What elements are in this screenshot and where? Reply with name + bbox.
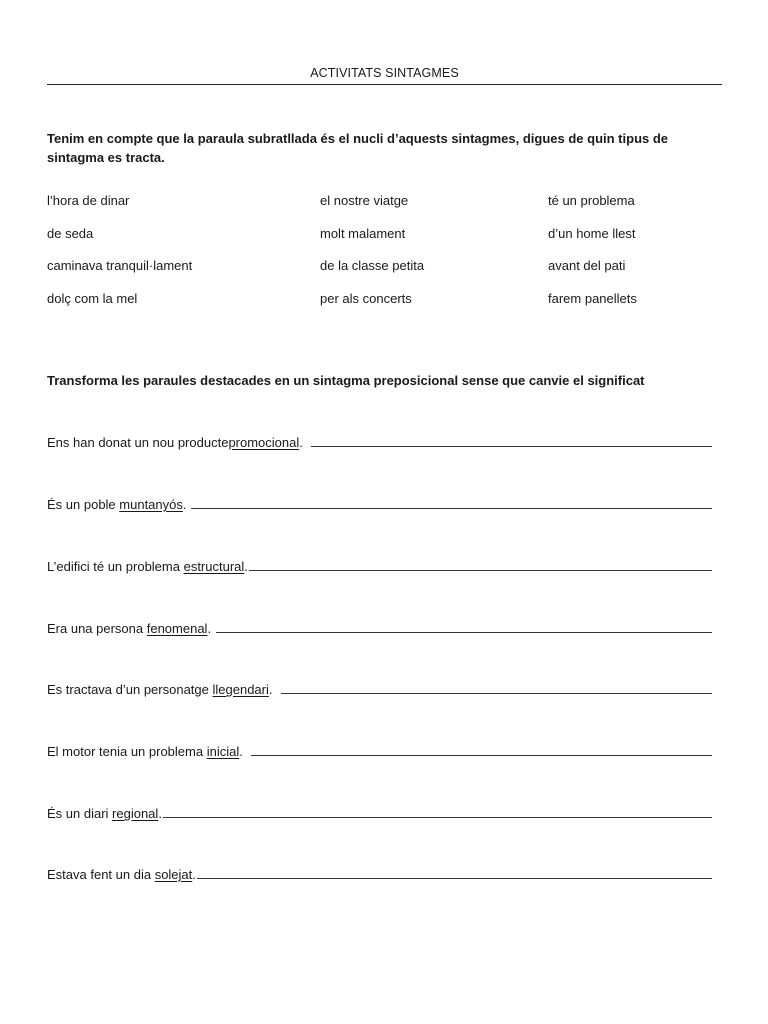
answer-blank[interactable] [311, 432, 712, 447]
underlined-word: muntanyós [119, 497, 183, 512]
page-title: ACTIVITATS SINTAGMES [310, 66, 459, 80]
phrase-item: el nostre viatge [320, 193, 409, 208]
title-rule [47, 84, 722, 85]
underlined-word: llegendari [212, 682, 269, 697]
answer-blank[interactable] [251, 741, 712, 756]
exercise-line [47, 803, 712, 821]
exercise-punctuation: . [268, 682, 280, 697]
exercise-punctuation: . [239, 744, 251, 759]
phrase-item: farem panellets [548, 290, 637, 306]
instruction-1: Tenim en compte que la paraula subratllada és el nucli d’aquests sintagmes, digues de quin tipus de sintagma es tracta. [47, 131, 669, 165]
phrase-item: avant del pati [548, 258, 626, 273]
answer-blank[interactable] [249, 556, 712, 571]
exercise-text: Estava fent un dia [47, 867, 155, 882]
exercise-line [47, 741, 712, 759]
exercise-punctuation: . [244, 559, 248, 574]
phrase-item: té un problema [548, 193, 635, 208]
answer-blank[interactable] [216, 618, 712, 633]
exercise-line [47, 618, 712, 636]
answer-blank[interactable] [191, 494, 712, 509]
underlined-word: regional [112, 806, 159, 821]
phrase-grid [47, 193, 727, 323]
phrase-row [47, 258, 727, 291]
underlined-word: solejat [154, 867, 193, 882]
exercise-text: Es tractava d’un personatge [47, 682, 213, 697]
phrase-row [47, 291, 727, 324]
exercise-text: Era una persona [47, 621, 147, 636]
exercise-punctuation: . [158, 806, 162, 821]
underlined-word: fenomenal [146, 621, 208, 636]
exercise-text: Ens han donat un nou producte [47, 435, 229, 450]
phrase-item: caminava tranquil·lament [47, 258, 193, 273]
underlined-word: promocional [228, 435, 300, 450]
exercise-text: És un diari [47, 806, 113, 821]
exercise-punctuation: . [299, 435, 311, 450]
phrase-item: d’un home llest [548, 225, 636, 241]
exercise-line [47, 494, 712, 512]
underlined-word: estructural [183, 559, 245, 574]
phrase-item: molt malament [320, 225, 406, 241]
exercise-line [47, 864, 712, 882]
exercise-line [47, 432, 712, 450]
phrase-item: per als concerts [320, 290, 412, 306]
phrase-row [47, 226, 727, 259]
exercise-line [47, 556, 712, 574]
answer-blank[interactable] [197, 864, 712, 879]
exercise-punctuation: . [192, 867, 196, 882]
exercise-line [47, 679, 712, 697]
exercise-punctuation: . [182, 497, 191, 512]
phrase-item: de la classe petita [320, 258, 425, 273]
phrase-item: de seda [47, 225, 94, 241]
phrase-item: dolç com la mel [47, 290, 138, 306]
answer-blank[interactable] [281, 679, 712, 694]
exercise-text: El motor tenia un problema [47, 744, 207, 759]
phrase-item: l’hora de dinar [47, 193, 130, 208]
phrase-row [47, 193, 727, 226]
exercise-text: És un poble [47, 497, 120, 512]
exercise-punctuation: . [207, 621, 215, 636]
answer-blank[interactable] [163, 803, 712, 818]
exercise-text: L’edifici té un problema [47, 559, 184, 574]
underlined-word: inicial [206, 744, 240, 759]
instruction-2: Transforma les paraules destacades en un sintagma preposicional sense que canvie el significat [47, 373, 645, 388]
